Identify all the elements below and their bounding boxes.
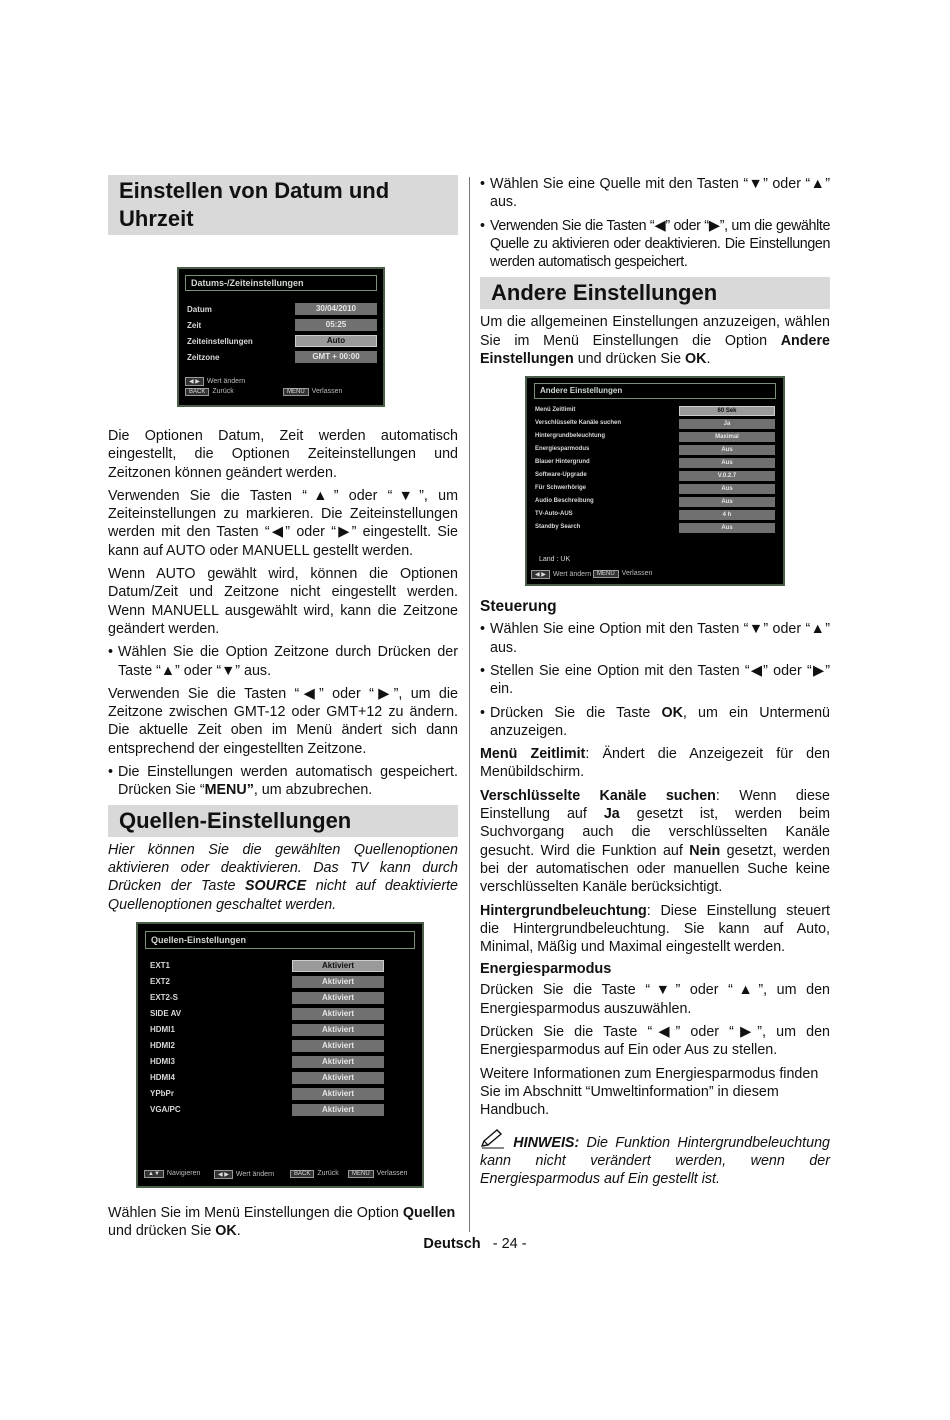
source-row-value: Aktiviert — [292, 1072, 384, 1084]
heading-source-settings: Quellen-Einstellungen — [108, 805, 458, 837]
other-row-label: Für Schwerhörige — [535, 485, 587, 492]
bold-term: Nein — [689, 842, 721, 859]
up-down-key-icon: ▲▼ — [144, 1170, 164, 1178]
menu-key-text: MENU” — [204, 782, 254, 799]
dt-row-label: Zeiteinstellungen — [187, 337, 253, 346]
other-row-label: TV-Auto-AUS — [535, 511, 573, 518]
source-row-label: HDMI2 — [150, 1040, 175, 1050]
other-hint-exit-label: Verlassen — [621, 570, 653, 578]
subheading-control: Steuerung — [480, 598, 557, 616]
bullet-item: • Wählen Sie die Option Zeitzone durch Drücken der Taste “▲” oder “▼” aus. — [108, 643, 458, 680]
bold-term: Ja — [603, 806, 620, 823]
paragraph — [480, 902, 830, 957]
other-row-value: Aus — [679, 497, 775, 507]
src-hint-back — [290, 1170, 339, 1178]
src-hint-change-label: Wert ändern — [235, 1170, 275, 1178]
other-row-label: Energiesparmodus — [535, 446, 590, 453]
src-hint-change — [214, 1170, 274, 1179]
bullet-item — [108, 763, 458, 800]
dt-hint-back-label: Zurück — [212, 388, 234, 395]
src-hint-exit-label: Verlassen — [376, 1169, 408, 1177]
text: , um abzubrechen. — [253, 782, 373, 799]
dt-row-value: 30/04/2010 — [295, 303, 377, 315]
note-text: Die Funktion Hintergrundbeleuchtung kann nicht verändert werden, wenn der Energiesparmodus auf Ein gestellt ist. — [480, 1134, 830, 1188]
other-row-value: Aus — [679, 445, 775, 455]
dt-row-label: Datum — [187, 305, 212, 314]
src-hint-nav — [144, 1170, 200, 1178]
other-row-value: Aus — [679, 523, 775, 533]
paragraph: Drücken Sie die Taste “▼” oder “▲”, um den Energiesparmodus auszuwählen. — [480, 982, 830, 1017]
menu-key-icon: MENU — [348, 1170, 374, 1178]
source-row-value-selected: Aktiviert — [292, 960, 384, 972]
dt-row-value: GMT + 00:00 — [295, 351, 377, 363]
right-column — [480, 175, 830, 1193]
menu-key-icon: MENU — [593, 570, 619, 578]
source-row-label: EXT2-S — [150, 992, 179, 1002]
text: : Ändert die Anzeigezeit für den Menübildschirm. — [480, 746, 830, 781]
source-row-label: HDMI4 — [150, 1072, 175, 1082]
paragraph: Verwenden Sie die Tasten “◀” oder “▶”, um die Zeitzone zwischen GMT-12 oder GMT+12 zu ändern. Die aktuelle Zeit oben im Menü ändert sich dann entsprechend der eingestellten Zeitzone. — [108, 685, 458, 757]
back-key-icon: BACK — [290, 1170, 314, 1178]
left-right-key-icon: ◀ ▶ — [214, 1170, 233, 1179]
source-row-label: VGA/PC — [150, 1104, 181, 1114]
note-label: HINWEIS: — [513, 1134, 580, 1151]
other-row-value: Maximal — [679, 432, 775, 442]
text: Wählen Sie im Menü Einstellungen die Option — [108, 1204, 403, 1221]
other-row-value: 4 h — [679, 510, 775, 520]
left-right-key-icon: ◀ ▶ — [185, 377, 204, 386]
paragraph — [480, 313, 830, 368]
ok-key-text: OK — [215, 1223, 237, 1240]
source-row-value: Aktiviert — [292, 1088, 384, 1100]
paragraph: Die Optionen Datum, Zeit werden automatisch eingestellt, die Optionen Zeiteinstellungen und Zeitzonen können geändert werden. — [108, 428, 458, 481]
other-hint-change-label: Wert ändern — [552, 571, 592, 579]
paragraph — [108, 1204, 458, 1241]
other-row-value: Aus — [679, 458, 775, 468]
source-row-value: Aktiviert — [292, 1040, 384, 1052]
footer-language: Deutsch — [423, 1236, 481, 1252]
text: und drücken Sie — [108, 1223, 216, 1240]
paragraph-intro — [108, 841, 458, 914]
src-hint-exit — [348, 1170, 407, 1178]
other-hint-change — [531, 570, 591, 579]
text: gesetzt ist, werden beim Suchvorgang auch die verschlüsselten Kanäle gesucht. Wird die Funktion auf — [480, 806, 830, 859]
page-footer — [0, 1236, 950, 1252]
date-time-menu-screenshot — [177, 267, 385, 407]
dt-hint-change — [185, 377, 245, 386]
bold-term: Andere Einstellungen — [480, 332, 830, 368]
bold-term: Verschlüsselte Kanäle suchen — [480, 787, 716, 804]
bold-term: Quellen — [402, 1204, 456, 1221]
source-row-value: Aktiviert — [292, 1024, 384, 1036]
text: . — [706, 351, 711, 368]
text: Drücken Sie die Taste — [490, 704, 662, 721]
source-row-label: EXT1 — [150, 960, 171, 970]
text: . — [236, 1223, 241, 1240]
dt-row-label: Zeit — [187, 321, 202, 330]
source-key-text: SOURCE — [245, 878, 307, 895]
back-key-icon: BACK — [185, 388, 209, 396]
paragraph: Drücken Sie die Taste “◀” oder “▶”, um den Energiesparmodus auf Ein oder Aus zu stellen. — [480, 1024, 830, 1059]
paragraph: Wenn AUTO gewählt wird, können die Optionen Datum/Zeit und Zeitzone nicht eingestellt werden. Wenn MANUELL ausgewählt wird, kann die Zeitzone geändert werden. — [108, 566, 458, 637]
subheading-energy: Energiesparmodus — [480, 961, 612, 978]
text: , um ein Untermenü anzuzeigen. — [490, 704, 830, 739]
pencil-note-icon — [480, 1128, 506, 1150]
other-row-label: Standby Search — [535, 524, 581, 531]
dt-row-value-selected: Auto — [295, 335, 377, 347]
dt-screen-title: Datums-/Zeiteinstellungen — [185, 275, 377, 291]
other-screen-title: Andere Einstellungen — [534, 383, 776, 399]
text: gesetzt, werden bei der automatischen oder manuellen Suche keine verschlüsselten Kanäle berücksichtigt. — [480, 842, 831, 896]
ok-key-text: OK — [685, 351, 707, 368]
text: Hier können Sie die gewählten Quellenoptionen aktivieren oder deaktivieren. Das TV kann durch Drücken der Taste — [108, 841, 458, 895]
source-row-value: Aktiviert — [292, 1056, 384, 1068]
src-hint-back-label: Zurück — [317, 1169, 339, 1177]
source-row-label: YPbPr — [150, 1088, 175, 1098]
other-hint-exit — [593, 570, 652, 578]
dt-hint-exit — [283, 388, 342, 396]
other-row-value: Ja — [679, 419, 775, 429]
source-row-value: Aktiviert — [292, 1008, 384, 1020]
dt-hint-change-label: Wert ändern — [206, 378, 246, 385]
paragraph — [480, 787, 830, 897]
dt-row-value: 05:25 — [295, 319, 377, 331]
paragraph: Weitere Informationen zum Energiesparmodus finden Sie im Abschnitt “Umweltinformation” in diesem Handbuch. — [480, 1065, 819, 1119]
page-number: - 24 - — [492, 1236, 527, 1252]
bold-term: Menü Zeitlimit — [480, 746, 586, 763]
text: : Wenn diese Einstellung auf — [480, 787, 830, 823]
paragraph — [480, 745, 830, 782]
bullet-item — [480, 704, 830, 741]
other-row-label: Audio Beschreibung — [535, 498, 594, 505]
column-divider — [469, 177, 470, 1232]
other-row-label: Hintergrundbeleuchtung — [535, 433, 605, 440]
bullet-item: • Wählen Sie eine Option mit den Tasten “▼” oder “▲” aus. — [480, 620, 830, 657]
bullet-item: • Stellen Sie eine Option mit den Tasten “◀” oder “▶” ein. — [480, 662, 830, 699]
source-menu-screenshot — [136, 922, 424, 1188]
bullet-item: • Verwenden Sie die Tasten “◀” oder “▶”, um die gewählte Quelle zu aktivieren oder deaktivieren. Die Einstellungen werden automatisch gespeichert. — [480, 217, 830, 272]
source-row-value: Aktiviert — [292, 992, 384, 1004]
bold-term: Hintergrundbeleuchtung — [480, 902, 647, 919]
dt-hint-exit-label: Verlassen — [311, 388, 343, 395]
text: : Diese Einstellung steuert die Hintergrundbeleuchtung. Sie kann auf Auto, Minimal, Mäßig und Maximal eingestellt werden. — [480, 902, 830, 956]
source-row-label: EXT2 — [150, 976, 171, 986]
other-row-value: Aus — [679, 484, 775, 494]
other-row-value: V.0.2.7 — [679, 471, 775, 481]
ok-key-text: OK — [661, 704, 683, 721]
heading-other-settings: Andere Einstellungen — [480, 277, 830, 309]
source-row-label: HDMI3 — [150, 1056, 175, 1066]
source-row-value: Aktiviert — [292, 976, 384, 988]
text: nicht auf deaktivierte Quellenoptionen geschaltet werden. — [108, 878, 458, 913]
other-row-label: Menü Zeitlimit — [535, 407, 576, 414]
menu-key-icon: MENU — [283, 388, 309, 396]
source-row-label: HDMI1 — [150, 1024, 175, 1034]
dt-row-label: Zeitzone — [187, 353, 220, 362]
text: Die Einstellungen werden automatisch gespeichert. Drücken Sie “ — [118, 764, 458, 799]
other-row-label: Blauer Hintergrund — [535, 459, 590, 466]
paragraph: Verwenden Sie die Tasten “▲” oder “▼”, um Zeiteinstellungen zu markieren. Die Zeiteinstellungen werden mit den Tasten “◀” oder “▶” eingestellt. Sie kann auf AUTO oder MANUELL gestellt werden. — [108, 487, 458, 559]
left-column — [108, 175, 458, 1245]
source-row-label: SIDE AV — [150, 1008, 182, 1018]
src-hint-nav-label: Navigieren — [166, 1169, 201, 1177]
source-row-value: Aktiviert — [292, 1104, 384, 1116]
other-row-label: Verschlüsselte Kanäle suchen — [535, 420, 622, 427]
bullet-item: • Wählen Sie eine Quelle mit den Tasten “▼” oder “▲” aus. — [480, 175, 830, 212]
other-settings-menu-screenshot — [525, 376, 785, 586]
land-label: Land : UK — [539, 556, 571, 564]
other-row-label: Software-Upgrade — [535, 472, 587, 479]
text: Um die allgemeinen Einstellungen anzuzeigen, wählen Sie im Menü Einstellungen die Option — [480, 314, 830, 349]
src-screen-title: Quellen-Einstellungen — [145, 931, 415, 949]
text: und drücken Sie — [573, 351, 686, 368]
other-row-value-selected: 60 Sek — [679, 406, 775, 416]
left-right-key-icon: ◀ ▶ — [531, 570, 550, 579]
dt-hint-back — [185, 388, 234, 396]
note — [480, 1128, 830, 1189]
heading-date-time: Einstellen von Datum und Uhrzeit — [108, 175, 458, 235]
